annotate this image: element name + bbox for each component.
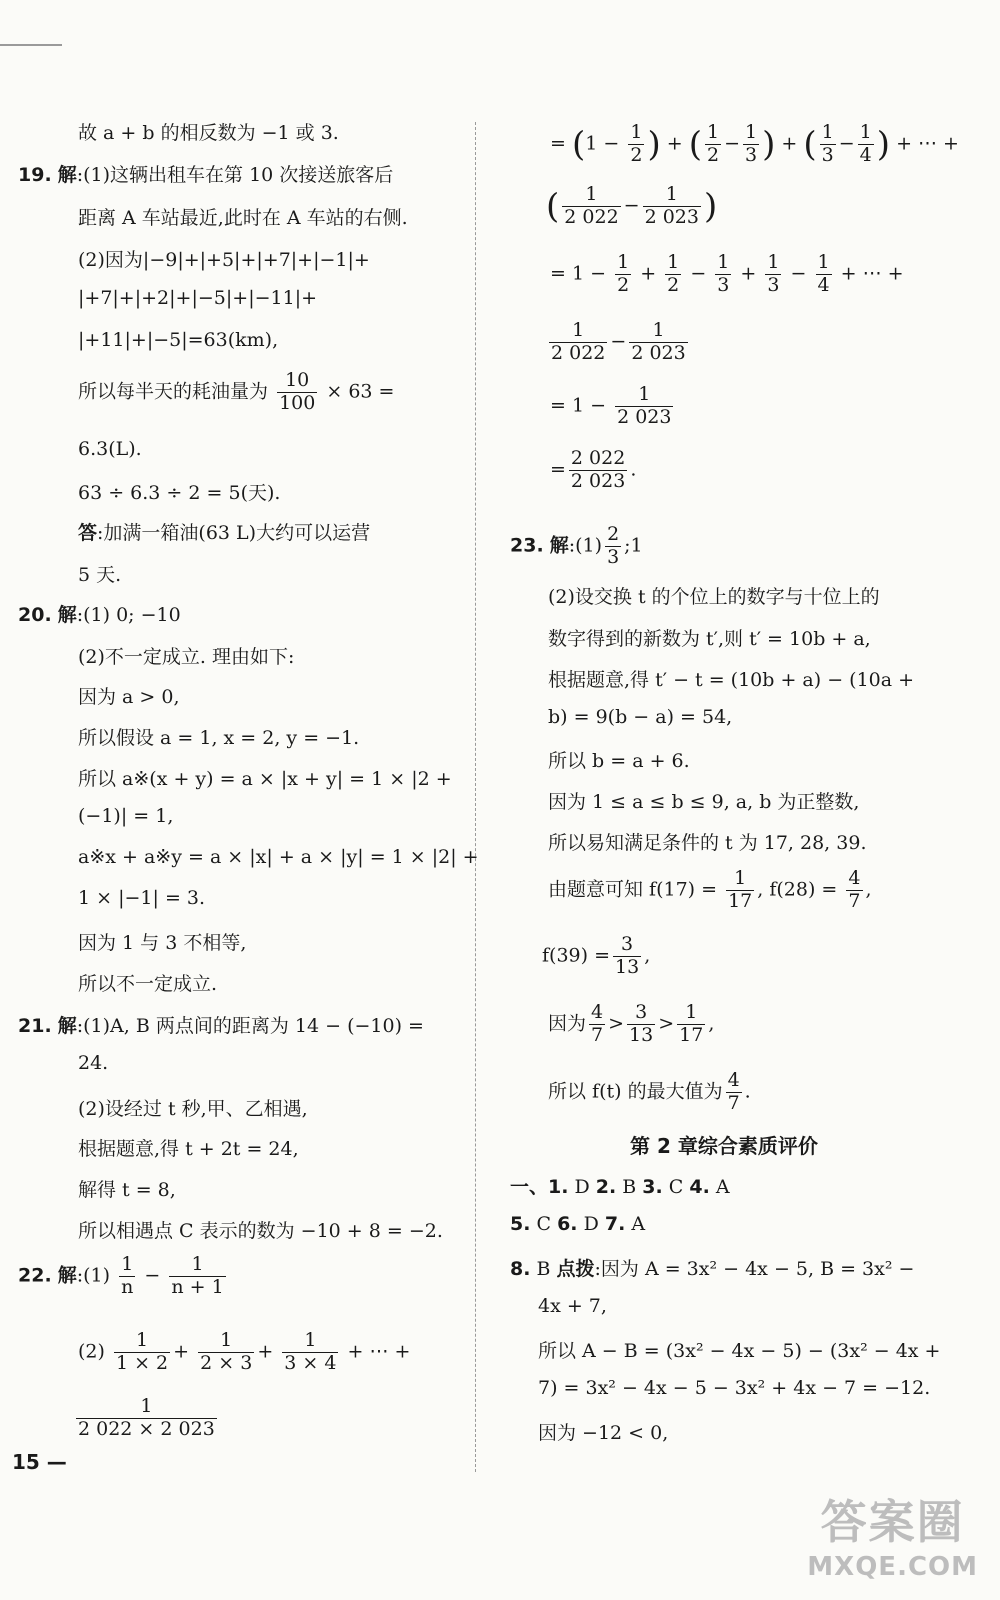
mc-answers-line <box>510 1172 730 1199</box>
question-number: 1. <box>548 1176 569 1198</box>
operator: > <box>608 1012 625 1035</box>
fraction <box>569 448 627 493</box>
denominator: 7 <box>848 889 861 912</box>
numerator: 10 <box>277 370 317 393</box>
text: , <box>865 878 872 901</box>
text-line <box>550 448 636 493</box>
denominator: n + 1 <box>171 1275 224 1298</box>
operator: = <box>550 132 566 155</box>
text-line <box>550 122 959 167</box>
text-line: (2)设经过 t 秒,甲、乙相遇, <box>78 1098 308 1120</box>
fraction <box>589 1002 605 1047</box>
text: 所以 f(t) 的最大值为 <box>548 1080 723 1103</box>
question-number: 6. <box>557 1213 578 1235</box>
fraction <box>765 252 781 297</box>
numerator: 1 <box>617 251 630 273</box>
top-rule <box>0 44 62 46</box>
text-line: (2)不一定成立. 理由如下: <box>78 646 295 668</box>
text-line <box>542 934 650 979</box>
answer: D <box>568 1176 596 1198</box>
text-line: 故 a + b 的相反数为 −1 或 3. <box>78 122 339 144</box>
fraction <box>665 252 681 297</box>
text: × 63 = <box>326 380 395 403</box>
text: :(1) <box>568 534 603 557</box>
numerator: 1 <box>615 384 673 407</box>
fraction <box>816 252 832 297</box>
answer: C <box>662 1176 690 1198</box>
fraction <box>277 370 317 415</box>
fraction <box>627 1002 655 1047</box>
question-number: 19. <box>18 164 52 186</box>
answer: A <box>709 1176 730 1198</box>
fraction <box>169 1254 225 1299</box>
text: ;1 <box>624 534 643 557</box>
text: = 1 − <box>550 262 607 285</box>
paren: ( <box>546 186 560 227</box>
text-line: 所以 b = a + 6. <box>548 750 690 772</box>
text-line: 7) = 3x² − 4x − 5 − 3x² + 4x − 7 = −12. <box>538 1377 931 1399</box>
jie-label: 解 <box>549 534 569 557</box>
denominator: 3 <box>745 143 758 166</box>
text-line: 所以假设 a = 1, x = 2, y = −1. <box>78 727 360 749</box>
numerator: 1 <box>549 320 607 343</box>
numerator: 4 <box>848 867 861 889</box>
denominator: 7 <box>727 1091 740 1114</box>
denominator: 2 022 <box>551 341 606 364</box>
watermark-text: 答案圈 <box>820 1495 965 1549</box>
denominator: 2 <box>630 143 643 166</box>
operator: − <box>838 132 855 155</box>
operator: + <box>781 132 798 155</box>
numerator: 1 <box>745 121 758 143</box>
text-line: (−1)| = 1, <box>78 805 174 827</box>
watermark-logo <box>807 1486 978 1582</box>
denominator: 4 <box>817 273 830 296</box>
text-line: 因为 1 ≤ a ≤ b ≤ 9, a, b 为正整数, <box>548 791 860 813</box>
text: = 1 − <box>550 394 607 417</box>
fraction <box>198 1330 254 1375</box>
text-line: 因为 a > 0, <box>78 686 180 708</box>
numerator: 1 <box>726 868 754 891</box>
question-number: 20. <box>18 604 52 626</box>
answer-label: 答 <box>78 522 98 544</box>
text-line: (2)设交换 t 的个位上的数字与十位上的 <box>548 586 880 608</box>
fraction <box>705 122 721 167</box>
numerator: 4 <box>727 1069 740 1091</box>
fraction <box>743 122 759 167</box>
denominator: 100 <box>279 391 316 414</box>
operator: + <box>666 132 683 155</box>
numerator: 2 022 <box>570 447 626 469</box>
numerator: 1 <box>282 1330 338 1353</box>
text-line: 距离 A 车站最近,此时在 A 车站的右侧. <box>78 207 408 229</box>
text-line: (2) $\frac{1}{1 \times 2}$ + $\frac{1}{2 \times 3}$ + $\frac{1}{3 \times 4}$ + ⋯ + <box>78 1329 411 1374</box>
paren: ( <box>803 124 817 165</box>
numerator: 3 <box>627 1002 655 1025</box>
operator: − <box>623 194 640 217</box>
question-19 <box>18 160 393 187</box>
denominator: n <box>121 1275 134 1298</box>
denominator: 3 × 4 <box>284 1351 337 1374</box>
denominator: 4 <box>859 143 872 166</box>
denominator: 2 023 <box>570 469 626 492</box>
jie-label: 解 <box>57 1264 77 1287</box>
fraction <box>549 320 607 365</box>
denominator: 2 023 <box>644 205 699 228</box>
answer: B <box>530 1258 557 1280</box>
operator: − <box>790 262 807 285</box>
text: :加满一箱油(63 L)大约可以运营 <box>97 522 371 544</box>
numerator: 1 <box>198 1330 254 1353</box>
fraction <box>114 1330 170 1375</box>
chapter-heading: 第 2 章综合素质评价 <box>630 1134 818 1158</box>
operator: − <box>724 132 740 155</box>
question-20 <box>18 600 181 627</box>
question-number: 8. <box>510 1258 531 1280</box>
text-line <box>546 320 691 365</box>
text-line: 所以 A − B = (3x² − 4x − 5) − (3x² − 4x + <box>538 1340 941 1362</box>
question-number: 22. <box>18 1264 52 1287</box>
text: 所以每半天的耗油量为 <box>78 380 269 403</box>
numerator: 1 <box>677 1002 705 1025</box>
paren: ) <box>647 124 661 165</box>
text-line <box>78 1396 220 1441</box>
denominator: 3 <box>767 273 780 296</box>
text: + ⋯ + <box>347 1340 411 1363</box>
fraction <box>726 868 754 913</box>
text-line: |+11|+|−5|=63(km), <box>78 329 279 351</box>
fraction <box>677 1002 705 1047</box>
operator: = <box>550 458 566 481</box>
text: . <box>744 1080 751 1103</box>
fraction <box>615 384 673 429</box>
numerator: 1 <box>706 121 720 143</box>
text-line <box>78 518 370 545</box>
text-line: 63 ÷ 6.3 ÷ 2 = 5(天). <box>78 482 281 504</box>
jie-label: 解 <box>57 604 77 626</box>
numerator: 1 <box>817 251 830 273</box>
text-line: |+7|+|+2|+|−5|+|−11|+ <box>78 287 318 309</box>
text-line: 1 × |−1| = 3. <box>78 887 206 909</box>
text-line <box>546 184 717 229</box>
jie-label: 解 <box>57 164 77 186</box>
denominator: 13 <box>629 1023 654 1046</box>
numerator: 1 <box>169 1254 225 1277</box>
question-23 <box>510 524 643 569</box>
text-line: :(1) 0; −10 <box>76 604 181 626</box>
text: , f(28) = <box>757 878 838 901</box>
denominator: 2 023 <box>631 341 686 364</box>
operator: − <box>610 330 627 353</box>
numerator: 1 <box>717 251 730 273</box>
numerator: 1 <box>667 251 680 273</box>
numerator: 1 <box>114 1330 170 1353</box>
fraction <box>846 868 862 913</box>
fraction <box>613 934 641 979</box>
text: f(39) = <box>542 944 610 967</box>
fraction <box>615 252 631 297</box>
fraction <box>643 184 701 229</box>
text-line <box>550 252 904 297</box>
denominator: 17 <box>728 889 753 912</box>
denominator: 13 <box>615 955 640 978</box>
denominator: 2 023 <box>617 405 672 428</box>
numerator: 1 <box>767 251 780 273</box>
numerator: 1 <box>629 320 687 343</box>
text: , <box>644 944 651 967</box>
denominator: 2 <box>667 273 680 296</box>
denominator: 17 <box>679 1023 704 1046</box>
jie-label: 解 <box>57 1015 77 1037</box>
paren: ( <box>688 124 702 165</box>
text: 因为 <box>548 1012 587 1035</box>
text: :(1) <box>76 1264 111 1287</box>
text-line: :(1)这辆出租车在第 10 次接送旅客后 <box>76 164 394 186</box>
text: . <box>630 458 637 481</box>
numerator: 3 <box>613 934 641 957</box>
text-line <box>78 370 394 415</box>
numerator: 1 <box>119 1254 135 1277</box>
text-line: 所以相遇点 C 表示的数为 −10 + 8 = −2. <box>78 1220 443 1242</box>
tip-label: 点拨 <box>556 1258 595 1280</box>
operator: − <box>144 1264 161 1287</box>
text-line: 所以不一定成立. <box>78 973 218 995</box>
text-line: :(1)A, B 两点间的距离为 14 − (−10) = <box>76 1015 424 1037</box>
text-line: 所以 a※(x + y) = a × |x + y| = 1 × |2 + <box>78 768 452 790</box>
numerator: 1 <box>821 121 834 143</box>
text-line: 6.3(L). <box>78 438 142 460</box>
fraction <box>715 252 731 297</box>
text: :因为 A = 3x² − 4x − 5, B = 3x² − <box>594 1258 915 1280</box>
fraction <box>119 1254 135 1299</box>
fraction <box>282 1330 338 1375</box>
fraction <box>605 524 621 569</box>
denominator: 3 <box>607 545 620 568</box>
mc-answers-line <box>510 1213 645 1235</box>
text-line: 5 天. <box>78 564 122 586</box>
answer: B <box>616 1176 643 1198</box>
numerator: 1 <box>76 1396 217 1419</box>
denominator: 1 × 2 <box>115 1351 169 1374</box>
numerator: 4 <box>591 1001 604 1023</box>
text: + ⋯ + <box>896 132 959 155</box>
numerator: 1 <box>562 184 620 207</box>
answer: A <box>625 1213 646 1235</box>
question-21 <box>18 1011 424 1038</box>
text-line: 因为 −12 < 0, <box>538 1422 669 1444</box>
operator: + <box>640 262 657 285</box>
text-line: 所以易知满足条件的 t 为 17, 28, 39. <box>548 832 867 854</box>
question-number: 5. <box>510 1213 531 1235</box>
question-number: 2. <box>595 1176 617 1198</box>
question-number: 23. <box>510 534 544 557</box>
numerator: 2 <box>607 523 620 545</box>
text-line <box>548 868 872 913</box>
text-line <box>548 1070 751 1115</box>
text-line: 4x + 7, <box>538 1295 607 1317</box>
watermark-url: MXQE.COM <box>807 1552 978 1582</box>
text: + ⋯ + <box>840 262 904 285</box>
text-line <box>548 1002 714 1047</box>
fraction <box>858 122 874 167</box>
fraction <box>820 122 836 167</box>
fraction <box>628 122 644 167</box>
denominator: 7 <box>591 1023 604 1046</box>
text: (2) <box>78 1340 105 1363</box>
question-22 <box>18 1254 229 1299</box>
denominator: 2 022 <box>564 205 619 228</box>
question-8 <box>510 1254 914 1281</box>
denominator: 2 <box>706 143 720 166</box>
text-line: (2)因为|−9|+|+5|+|+7|+|−1|+ <box>78 249 370 271</box>
paren: ( <box>571 124 586 165</box>
page-number: 15 — <box>12 1450 67 1474</box>
text: 1 − <box>585 132 620 155</box>
numerator: 1 <box>859 121 872 143</box>
text-line: b) = 9(b − a) = 54, <box>548 706 733 728</box>
operator: − <box>690 262 707 285</box>
fraction <box>76 1396 217 1441</box>
text-line: 根据题意,得 t + 2t = 24, <box>78 1138 299 1160</box>
text: , <box>708 1012 715 1035</box>
paren: ) <box>762 124 776 165</box>
denominator: 2 × 3 <box>200 1351 253 1374</box>
fraction <box>629 320 687 365</box>
paren: ) <box>876 124 891 165</box>
operator: + <box>740 262 757 285</box>
answer: D <box>577 1213 605 1235</box>
section-label: 一、 <box>510 1176 549 1198</box>
question-number: 7. <box>604 1213 626 1235</box>
paren: ) <box>704 186 718 227</box>
answer: C <box>530 1213 558 1235</box>
numerator: 1 <box>643 184 701 207</box>
question-number: 3. <box>642 1176 663 1198</box>
denominator: 3 <box>821 143 834 166</box>
fraction <box>562 184 620 229</box>
question-number: 4. <box>689 1176 710 1198</box>
text-line: 24. <box>78 1052 109 1074</box>
denominator: 2 <box>617 273 630 296</box>
column-divider <box>475 122 476 1472</box>
fraction <box>726 1070 742 1115</box>
numerator: 1 <box>630 121 643 143</box>
text: 由题意可知 f(17) = <box>548 878 718 901</box>
denominator: 2 022 × 2 023 <box>78 1417 215 1440</box>
text-line: 因为 1 与 3 不相等, <box>78 932 247 954</box>
text-line: 根据题意,得 t′ − t = (10b + a) − (10a + <box>548 669 915 691</box>
text-line <box>550 384 676 429</box>
operator: > <box>658 1012 675 1035</box>
text-line: 解得 t = 8, <box>78 1179 176 1201</box>
text-line: a※x + a※y = a × |x| + a × |y| = 1 × |2| + <box>78 846 479 868</box>
question-number: 21. <box>18 1015 52 1037</box>
text-line: 数字得到的新数为 t′,则 t′ = 10b + a, <box>548 628 871 650</box>
denominator: 3 <box>717 273 730 296</box>
